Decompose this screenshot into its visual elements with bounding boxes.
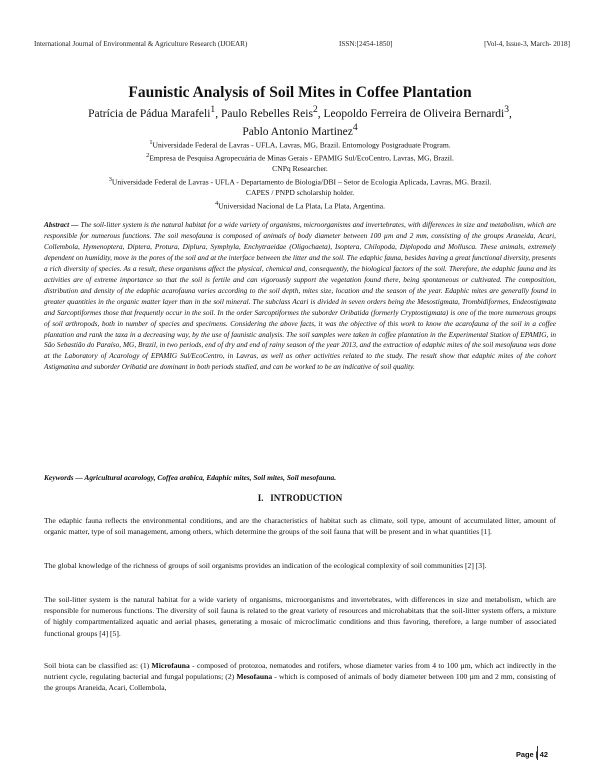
keywords-label: Keywords —: [44, 473, 83, 482]
body-paragraph: Soil biota can be classified as: (1) Microfauna - composed of protozoa, nematodes and rotifers, whose diameter varies from 4 to 100 µm, which act indirectly in the nutrient cycle, regulating bacterial and fungal populations; (2) Mesofauna - which is composed of animals of body diameter between 100 µm and 2 mm, consisting of the groups Araneida, Acari, Collembola,: [44, 661, 556, 693]
section-heading-introduction: I. INTRODUCTION: [257, 493, 343, 503]
body-paragraph: The soil-litter system is the natural habitat for a wide variety of organisms, microorganisms and invertebrates, with differences in size and metabolism, which are responsible for numerous functions. The diversity of soil fauna is related to the great variety of resources and microhabitats that the soil-litter system offers, a mixture of highly compartmentalized aquatic and aerial phases, generating a mosaic of microclimatic conditions and thus favoring, therefore, a large number of associated functional groups [4] [5].: [44, 595, 556, 638]
running-header: [34, 40, 570, 48]
affiliation-line: $^3$Universidade Federal de Lavras - UFLA - Departamento de Biologia/DBI – Setor de Ecologia Aplicada, Lavras, MG. Brazil.: [108, 175, 492, 187]
author-name: Paulo Rebelles Reis: [220, 107, 313, 120]
abstract-label: Abstract —: [44, 220, 79, 229]
affiliations: [40, 138, 560, 212]
keywords-text: Agricultural acarology, Coffea arabica, Edaphic mites, Soil mites, Soil mesofauna.: [84, 473, 337, 482]
page-number: Page | 42: [515, 750, 548, 759]
author-name: Leopoldo Ferreira de Oliveira Bernardi: [323, 107, 505, 120]
affiliation-line: $^4$Universidad Nacional de La Plata, La Plata, Argentina.: [214, 199, 386, 211]
author-name: Pablo Antonio Martinez: [242, 125, 353, 138]
body-paragraph: The edaphic fauna reflects the environmental conditions, and are the characteristics of habitat such as climate, soil type, amount of accumulated litter, amount of organic matter, type of soil management, among others, which determine the groups of the soil fauna that will be present and in what quantities [1].: [44, 516, 556, 537]
author-affil-mark: 4: [352, 121, 358, 133]
author-list: Patrícia de Pádua Marafeli$^1$, Paulo Rebelles Reis$^2$, Leopoldo Ferreira de Oliveira Bernardi$^3$, Pablo Antonio Martinez$^4$: [88, 104, 512, 138]
body-paragraph: The global knowledge of the richness of groups of soil organisms provides an indication of the ecological complexity of soil communities [2] [3].: [44, 561, 487, 570]
author-affil-mark: 1: [210, 104, 216, 115]
abstract: [44, 220, 556, 373]
author-affil-mark: 2: [312, 104, 318, 115]
issn: ISSN:[2454-1850]: [338, 40, 393, 48]
author-name: Patrícia de Pádua Marafeli: [88, 107, 211, 120]
volume-issue: [Vol-4, Issue-3, March- 2018]: [484, 40, 570, 48]
affiliation-line: $^1$Universidade Federal de Lavras - UFLA, Lavras, MG, Brazil. Entomology Postgraduate Program.: [149, 139, 451, 150]
journal-name: International Journal of Environmental & Agriculture Research (IJOEAR): [34, 40, 248, 48]
affiliation-line: $^2$Empresa de Pesquisa Agropecuária de Minas Gerais - EPAMIG Sul/EcoCentro, Lavras, MG, Brazil.: [146, 152, 454, 163]
author-affil-mark: 3: [504, 104, 510, 115]
abstract-text: The soil-litter system is the natural habitat for a wide variety of organisms, microorganisms and invertebrates, with differences in size and metabolism, which are responsible for numerous functions. The soil mesofauna is composed of animals of body diameter between 100 µm and 2 mm, consisting of the groups Araneida, Acari, Collembola, Hymenoptera, Diptera, Protura, Diplura, Symphyla, Enchytraeidae (Oligochaeta), Isoptera, Chilopoda, Diplopoda and Mollusca. These animals, extremely dependent on humidity, move in the pores of the soil and at the interface between the litter and the soil. The edaphic fauna, besides having a great functional diversity, presents a rich diversity of species. As a result, these organisms affect the physical, chemical and, consequently, the biological factors of the soil. Therefore, the edaphic fauna and its activities are of extreme importance so that the soil is fertile and can vigorously support the vegetation found there, being spontaneous or cultivated. The composition, distribution and density of the edaphic acarofauna varies according to the soil depth, mites size, location and the season of the year. Edaphic mites are generally found in greater quantities in the organic matter layer than in the soil mineral. The subclass Acari is divided in seven orders being the Mesostigmata, Trombidiformes, Endeostigmata and Sarcoptiformes those that frequently occur in the soil. In the order Sarcoptiformes the suborder Oribatida (formerly Cryptostigmata) is one of the more numerous groups of soil arthropods, both in number of species and specimens. Considering the above facts, it was the objective of this work to know the acarofauna of the soil in a coffee plantation and rank the taxa in a decreasing way, by the use of faunistic analysis. The soil samples were taken in coffee plantation in the Experimental Station of EPAMIG, in São Sebastião do Paraíso, MG, Brazil, in two periods, end of dry and end of rainy season of the year 2013, and the extraction of edaphic mites of the soil mesofauna was done at the Laboratory of Acarology of EPAMIG Sul/EcoCentro, in Lavras, as well as other activities related to the study. The result show that edaphic mites of the cohort Astigmatina and suborder Oribatid are dominant in both periods studied, and can be worked to be an indicative of soil quality.: [44, 220, 557, 372]
keywords: [44, 473, 556, 482]
affiliation-line: CAPES / PNPD scholarship holder.: [245, 187, 355, 197]
affiliation-line: CNPq Researcher.: [272, 164, 328, 174]
paper-title: Faunistic Analysis of Soil Mites in Coffee Plantation: [128, 84, 472, 101]
